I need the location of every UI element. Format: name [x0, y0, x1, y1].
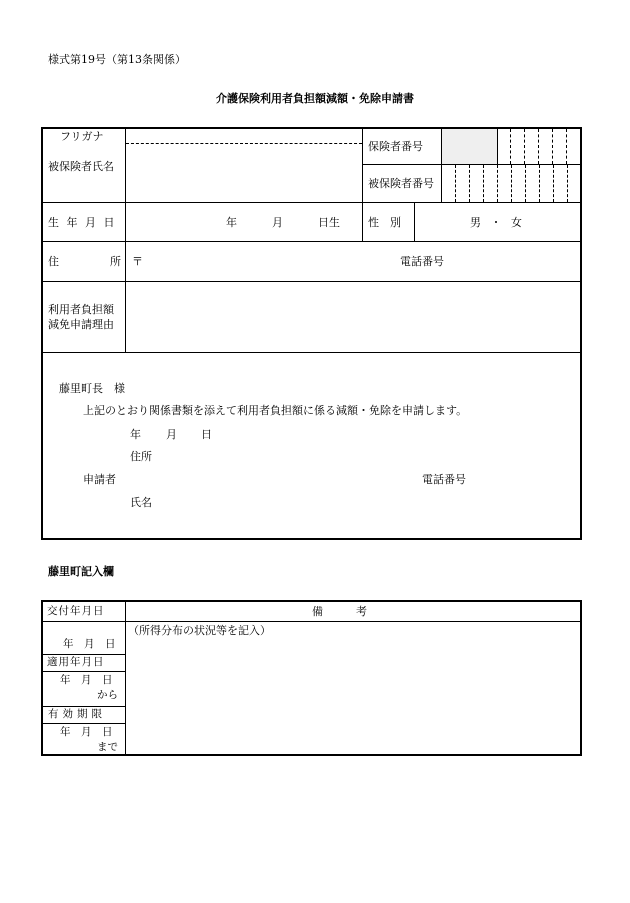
address-label-left: 住: [48, 255, 59, 268]
insured-name-field[interactable]: [127, 146, 361, 201]
remarks-note: （所得分布の状況等を記入）: [128, 624, 271, 637]
declaration-date-month: 月: [166, 428, 177, 441]
insurer-number-field[interactable]: [499, 130, 579, 163]
phone-label: 電話番号: [400, 255, 444, 268]
declaration-date-day: 日: [201, 428, 212, 441]
insurer-number-label: 保険者番号: [368, 140, 423, 153]
from-label: から: [97, 689, 118, 701]
applicant-label: 申請者: [83, 473, 116, 486]
phone-field[interactable]: [452, 244, 578, 278]
birthdate-day: 日生: [318, 216, 340, 229]
birthdate-month: 月: [272, 216, 283, 229]
furigana-label: フリガナ: [60, 130, 104, 143]
remarks-label: 備 考: [312, 605, 367, 618]
address-field[interactable]: [145, 244, 395, 278]
address-label-right: 所: [110, 255, 121, 268]
apply-date-label: 適用年月日: [47, 656, 105, 668]
insured-number-label: 被保険者番号: [368, 177, 434, 190]
reason-label-line2: 減免申請理由: [48, 318, 114, 331]
issue-date-label: 交付年月日: [47, 605, 105, 617]
until-label: まで: [97, 741, 118, 753]
declaration-statement: 上記のとおり関係書類を添えて利用者負担額に係る減額・免除を申請します。: [83, 404, 468, 417]
postal-mark: 〒: [132, 255, 143, 268]
sex-options[interactable]: 男 ・ 女: [470, 216, 525, 229]
addressee: 藤里町長 様: [59, 382, 125, 395]
form-number: 様式第19号（第13条関係）: [48, 53, 186, 66]
issue-date-value: 年 月 日: [63, 638, 116, 650]
declaration-name-label: 氏名: [130, 496, 152, 509]
insured-number-field[interactable]: [443, 166, 579, 201]
apply-from-date: 年 月 日: [60, 674, 113, 686]
insured-name-label: 被保険者氏名: [48, 160, 114, 173]
reason-field[interactable]: [127, 283, 578, 350]
page-title: 介護保険利用者負担額減額・免除申請書: [216, 92, 414, 105]
birthdate-label: 生 年 月 日: [48, 216, 117, 229]
reason-label-line1: 利用者負担額: [48, 303, 114, 316]
declaration-address-label: 住所: [130, 450, 152, 463]
validity-date: 年 月 日: [60, 726, 113, 738]
validity-label: 有効期限: [48, 708, 106, 720]
declaration-date-year: 年: [130, 428, 141, 441]
remarks-field[interactable]: [127, 640, 578, 752]
birthdate-year: 年: [226, 216, 237, 229]
sex-label: 性 別: [368, 216, 401, 229]
declaration-phone-label: 電話番号: [422, 473, 466, 486]
office-section-heading: 藤里町記入欄: [48, 565, 114, 578]
